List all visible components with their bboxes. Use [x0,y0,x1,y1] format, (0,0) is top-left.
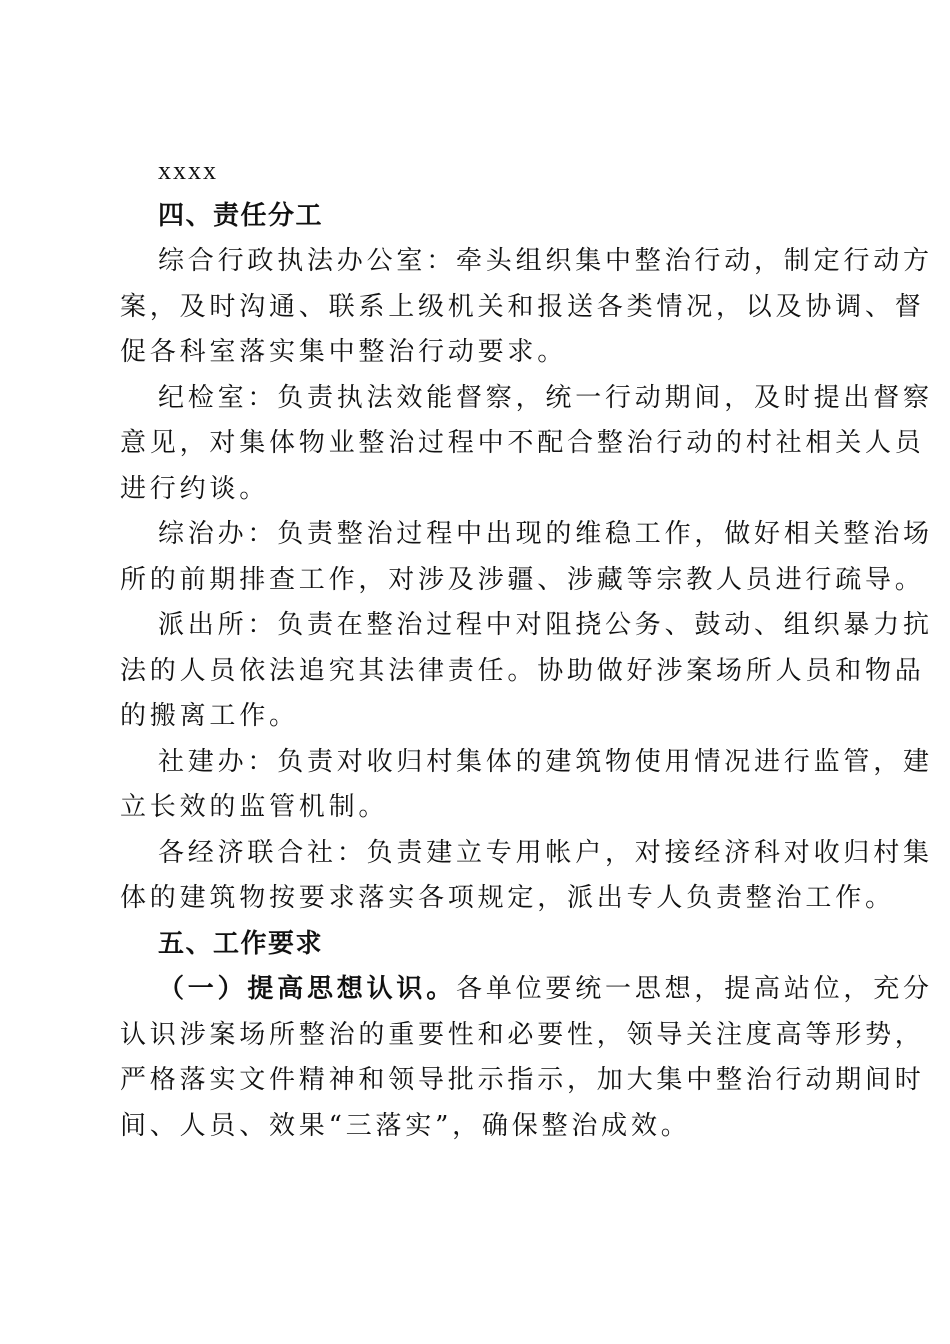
paragraph-line: 进行约谈。 [120,473,270,504]
paragraph-line: 意见，对集体物业整治过程中不配合整治行动的村社相关人员 [120,428,925,458]
paragraph-discipline-office [120,376,933,513]
paragraph-line: 纪检室：负责执法效能督察，统一行动期间，及时提出督察 [158,382,933,413]
paragraph-law-enforcement-office [120,239,933,376]
paragraph-line: 认识涉案场所整治的重要性和必要性，领导关注度高等形势， [120,1019,925,1050]
paragraph-line: 严格落实文件精神和领导批示指示，加大集中整治行动期间时 [120,1065,925,1095]
paragraph-line: 社建办：负责对收归村集体的建筑物使用情况进行监管，建 [158,746,933,777]
paragraph-line: 促各科室落实集中整治行动要求。 [120,337,568,367]
paragraph-police-station [120,603,933,740]
section-4-heading: 四、责任分工 [158,200,324,231]
paragraph-line: 综合行政执法办公室：牵头组织集中整治行动，制定行动方 [158,246,933,276]
paragraph-line: 案，及时沟通、联系上级机关和报送各类情况，以及协调、督 [120,291,925,322]
document-body [120,148,933,1149]
paragraph-line: 的搬离工作。 [120,701,299,731]
paragraph-line: 体的建筑物按要求落实各项规定，派出专人负责整治工作。 [120,883,895,913]
paragraph-comprehensive-governance-office [120,512,933,603]
paragraph-first-line [120,967,933,1013]
paragraph-line: 综治办：负责整治过程中出现的维稳工作，做好相关整治场 [158,519,933,549]
paragraph-raise-awareness [120,967,933,1149]
document-code: xxxx [158,156,218,185]
paragraph-line: 各经济联合社：负责建立专用帐户，对接经济科对收归村集 [158,837,933,868]
paragraph-line: 所的前期排查工作，对涉及涉疆、涉藏等宗教人员进行疏导。 [120,564,925,595]
paragraph-economic-cooperatives [120,831,933,922]
item-first-rest: 各单位要统一思想，提高站位，充分 [456,974,933,1004]
paragraph-community-construction-office [120,740,933,831]
paragraph-line: 派出所：负责在整治过程中对阻挠公务、鼓动、组织暴力抗 [158,610,933,640]
section-5-heading: 五、工作要求 [158,928,324,959]
paragraph-line: 间、人员、效果“三落实”，确保整治成效。 [120,1110,691,1141]
paragraph-line: 法的人员依法追究其法律责任。协助做好涉案场所人员和物品 [120,655,925,686]
item-lead: （一）提高思想认识。 [158,974,457,1004]
paragraph-line: 立长效的监管机制。 [120,792,389,822]
